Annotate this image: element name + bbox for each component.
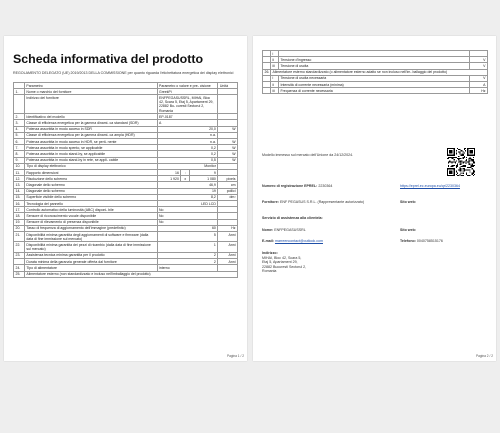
row-number: 14. [14,188,25,194]
row-number: 1. [14,89,25,95]
row-label: Tensione d'ingresso [279,57,470,63]
row-label: Tipo di alimentatore [24,265,157,271]
row-value: No [157,207,218,213]
row-label: Classe di efficienza energetica per la gamma dinami- ca ampia (HDR) [24,132,157,138]
row-label: Sensore di riconoscimento vocale disponibile [24,213,157,219]
row-unit: pixels [218,176,238,182]
row-number: 19. [14,219,25,225]
row-unit: Hz [470,88,488,94]
row-unit: cm [218,182,238,188]
name-label: Nome: [262,228,274,232]
row-number [263,88,271,94]
address-line: 22882 Bucuresti Sectorul 2, [262,264,307,269]
row-number: 5. [14,132,25,138]
supplier-row [262,200,394,205]
row-number: 11. [14,170,25,176]
row-value: 19 [157,188,218,194]
row-label: Durata minima della garanzia generale offerta dal fornitore [24,259,157,265]
row-value: 16 [157,170,181,176]
row-sub-index: i [271,51,279,57]
row-label: Rapporto dimensioni [24,170,157,176]
market-placement-note: Modello immesso sul mercato dell'Unione da 24/12/2024. [262,153,354,157]
header-cell-parameter: Parametro [24,83,157,89]
row-value: n.a. [157,132,218,138]
row-sub-index: ii [271,82,279,88]
table-row [14,242,238,252]
row-number: 24. [14,265,25,271]
row-number: 18. [14,213,25,219]
row-number: 22. [14,242,25,252]
row-label: Frequenza di corrente necessaria [279,88,470,94]
row-label: Risoluzione dello schermo [24,176,157,182]
row-value: 20,0 [157,126,218,132]
row-label: Indirizzo del fornitore [24,95,157,114]
row-unit: W [218,126,238,132]
row-number: 23. [14,252,25,258]
row-unit: A [470,82,488,88]
page-1 [4,36,247,361]
service-name-row [262,228,306,233]
supplier-label: Fornitore: [262,200,279,204]
row-unit: V [470,75,488,81]
row-label: Sensore di rilevamento di presenza disponibile [24,219,157,225]
row-number: 7. [14,145,25,151]
row-number: 3. [14,120,25,126]
phone-value: 0040758515176 [416,239,443,243]
row-unit: dm² [218,194,238,200]
table-row [263,88,488,94]
row-number: 6. [14,139,25,145]
row-label: Potenza assorbita in modo stand-by, se applicabile [24,151,157,157]
row-number: 2. [14,114,25,120]
row-label: Superficie visibile dello schermo [24,194,157,200]
row-number: 13. [14,182,25,188]
row-number: 16. [14,201,25,207]
row-label: Potenza assorbita in modo acceso in HDR, se perti- nente [24,139,157,145]
row-label: Intensità di corrente necessaria (minima) [279,82,470,88]
row-unit: W [218,157,238,163]
row-value: 2 [157,259,218,265]
row-label: Diagonale dello schermo [24,182,157,188]
row-number: 12. [14,176,25,182]
row-unit: W [218,139,238,145]
address-block [262,251,306,274]
row-label: Tasso di frequenza di aggiornamento dell'immagine (predefinito) [24,225,157,231]
qr-code-icon[interactable] [447,148,475,176]
row-unit: Anni [218,232,238,242]
email-label: E-mail: [262,239,274,243]
name-value: ENFPEGASUSSRL [274,228,306,232]
row-unit: Anni [218,252,238,258]
row-label: Disponibilità minima garantita degli aggiornamenti di software e firmware (dalla data di fine immissione sul mercato) [24,232,157,242]
document-title: Scheda informativa del prodotto [13,52,204,66]
row-value: 46,9 [157,182,218,188]
eprel-label: Numero di registrazione EPREL: [262,184,318,188]
spec-table-page-2 [262,50,488,94]
page-2 [253,36,496,361]
row-value: GreekPi [157,89,218,95]
row-label: Tipo di display elettronico [24,163,157,169]
row-value: 1 920 [157,176,181,182]
row-number: 20. [14,225,25,231]
address-label: Indirizzo: [262,251,278,255]
table-row [14,232,238,242]
web-row-1 [400,200,416,205]
eprel-link[interactable]: https://eprel.ec.europa.eu/qr/2230364 [400,184,460,188]
row-unit [218,95,238,114]
header-cell-value: Parametro o valore e pre- cisione [157,83,218,89]
row-label: Potenza assorbita in modo spento, se applicabile [24,145,157,151]
row-label: Nome o marchio del fornitore [24,89,157,95]
row-value: ENFPEGASUSSRL, MIHAI, Bloc 42, Scara 5, Etaj 5, Apartament 29, 22882 Bu- curesti Sectorul 2, Romania [157,95,218,114]
row-value-separator: : [181,170,190,176]
spec-table-page-1 [13,82,238,278]
eprel-link-row [400,184,480,189]
row-value: 0,2 [157,145,218,151]
row-value-separator: x [181,176,190,182]
supplier-value: ENF PEGASUS S.R.L. (Rappresentante autorizzato) [279,200,365,204]
table-row [14,95,238,114]
row-value: interno [157,265,218,271]
row-label: Alimentatore esterno (non standardizzato e incluso nell'imballaggio del prodotto) [24,271,237,277]
row-label: Tensione di uscita [279,63,470,69]
document-subtitle: REGOLAMENTO DELEGATO (UE) 2019/2013 DELLA COMMISSIONE per quanto riguarda l'etichettatura energetica dei display elettronici [13,71,234,75]
row-number: 26. [264,70,270,75]
row-unit: pollici [218,188,238,194]
address-line: Romania [262,269,277,274]
page-footer: Pagina 2 / 2 [475,354,493,358]
row-number: 15. [14,194,25,200]
row-value: 0,2 [157,151,218,157]
row-value: No [157,219,218,225]
web-row-2 [400,228,416,233]
row-value: 1 080 [190,176,218,182]
row-value: 1 [157,242,218,252]
row-number: 25. [14,271,25,277]
row-value: 8,2 [157,194,218,200]
row-value: 9 [190,170,218,176]
table-row [14,271,238,277]
row-unit: W [218,151,238,157]
row-number: 10. [14,163,25,169]
row-label: Classe di efficienza energetica per la gamma dinami- ca standard (SDR) [24,120,157,126]
eprel-number: 2230364 [318,184,333,188]
row-sub-index: iii [271,88,279,94]
row-number: 4. [14,126,25,132]
row-unit: Anni [218,259,238,265]
row-value: A [157,120,218,126]
eprel-row [262,184,332,189]
row-label: Tensione di uscita necessaria [279,75,470,81]
row-unit: W [218,145,238,151]
row-label: Controllo automatico della luminosità (ABC) disponi- bile [24,207,157,213]
row-unit: V [470,63,488,69]
row-value: 5 [157,232,218,242]
row-label: Identificativo del modello [24,114,157,120]
row-label: Alimentatore esterno standardizzato (o alimentatore esterno adatto se non incluso nell'im- ballaggio del prodotto) [271,69,488,75]
row-sub-index: ii [271,57,279,63]
row-label: Assistenza tecnica minima garantita per il prodotto [24,252,157,258]
row-value: No [157,213,218,219]
row-label: Disponibilità minima garantita dei pezzi di ricambio (dalla data di fine immissione sul mercato) [24,242,157,252]
row-number: 8. [14,151,25,157]
row-number: 21. [14,232,25,242]
address-line: Etaj 5, Apartament 29, [262,260,298,265]
row-label: Potenza assorbita in modo acceso in SDR [24,126,157,132]
row-number: 17. [14,207,25,213]
row-unit: Hz [218,225,238,231]
row-value: Monitor [157,163,218,169]
email-row [262,239,323,244]
phone-label: Telefono: [400,239,416,243]
row-value: 60 [157,225,218,231]
service-heading: Servizio di assistenza alla clientela: [262,216,323,220]
row-unit: Anni [218,242,238,252]
row-label: Tecnologia del pannello [24,201,157,207]
row-number [14,95,25,114]
row-value: EP-0187 [157,114,218,120]
web-label-1: Sito web: [400,200,416,204]
row-number: 9. [14,157,25,163]
row-sub-index: i [271,75,279,81]
row-value: 2 [157,252,218,258]
row-label: Diagonale dello schermo [24,188,157,194]
row-unit: V [470,57,488,63]
phone-row [400,239,443,244]
row-value: LED LCD [157,201,218,207]
address-line: MIHAI, Bloc 42, Scara 5, [262,255,302,260]
email-link[interactable]: marreencontact@outlook.com [274,239,323,243]
row-sub-index: iii [271,63,279,69]
row-value: n.a. [157,139,218,145]
page-footer: Pagina 1 / 2 [226,354,244,358]
row-label: Potenza assorbita in modo stand-by in rete, se appli- cabile [24,157,157,163]
web-label-2: Sito web: [400,228,416,232]
header-cell-unit: Unità [218,83,238,89]
row-value: 0,5 [157,157,218,163]
